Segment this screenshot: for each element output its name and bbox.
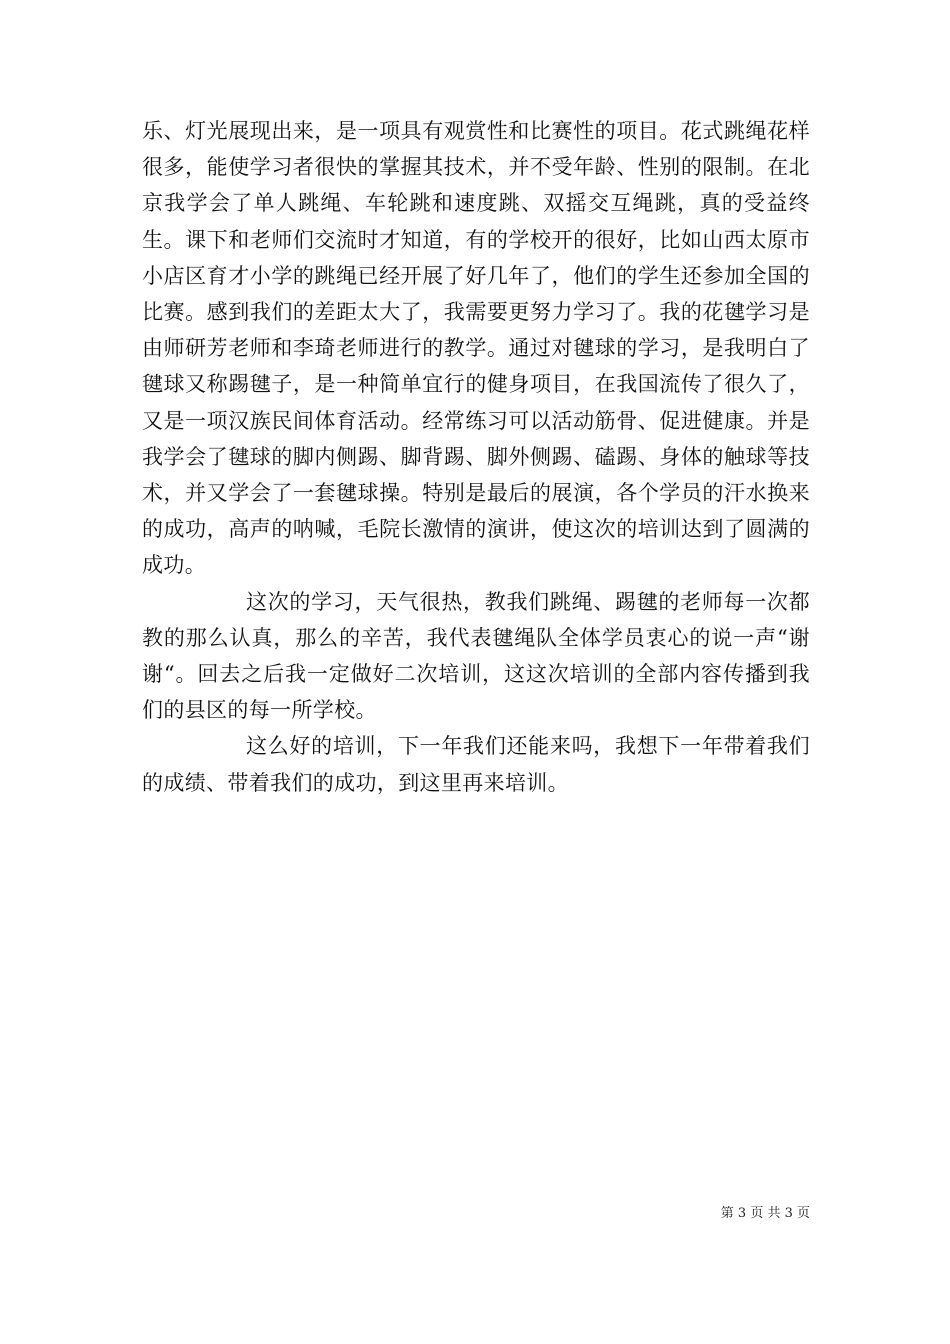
paragraph-thanks: 这次的学习，天气很热，教我们跳绳、踢毽的老师每一次都教的那么认真，那么的辛苦，我代表毽绳队全体学员衷心的说一声“谢谢“。回去之后我一定做好二次培训，这这次培训的全部内容传播到我们的县区的每一所学校。	[142, 589, 810, 723]
paragraph-closing: 这么好的培训，下一年我们还能来吗，我想下一年带着我们的成绩、带着我们的成功，到这里再来培训。	[142, 734, 810, 795]
paragraph-continued: 乐、灯光展现出来，是一项具有观赏性和比赛性的项目。花式跳绳花样很多，能使学习者很快的掌握其技术，并不受年龄、性别的限制。在北京我学会了单人跳绳、车轮跳和速度跳、双摇交互绳跳，真的受益终生。课下和老师们交流时才知道，有的学校开的很好，比如山西太原市小店区育才小学的跳绳已经开展了好几年了，他们的学生还参加全国的比赛。感到我们的差距太大了，我需要更努力学习了。我的花毽学习是由师研芳老师和李琦老师进行的教学。通过对毽球的学习，是我明白了毽球又称踢毽子，是一种简单宜行的健身项目，在我国流传了很久了，又是一项汉族民间体育活动。经常练习可以活动筋骨、促进健康。并是我学会了毽球的脚内侧踢、脚背踢、脚外侧踢、磕踢、身体的触球等技术，并又学会了一套毽球操。特别是最后的展演，各个学员的汗水换来的成功，高声的呐喊，毛院长激情的演讲，使这次的培训达到了圆满的成功。	[142, 119, 810, 578]
document-body	[142, 113, 810, 801]
page-number-footer: 第 3 页 共 3 页	[720, 1206, 810, 1221]
